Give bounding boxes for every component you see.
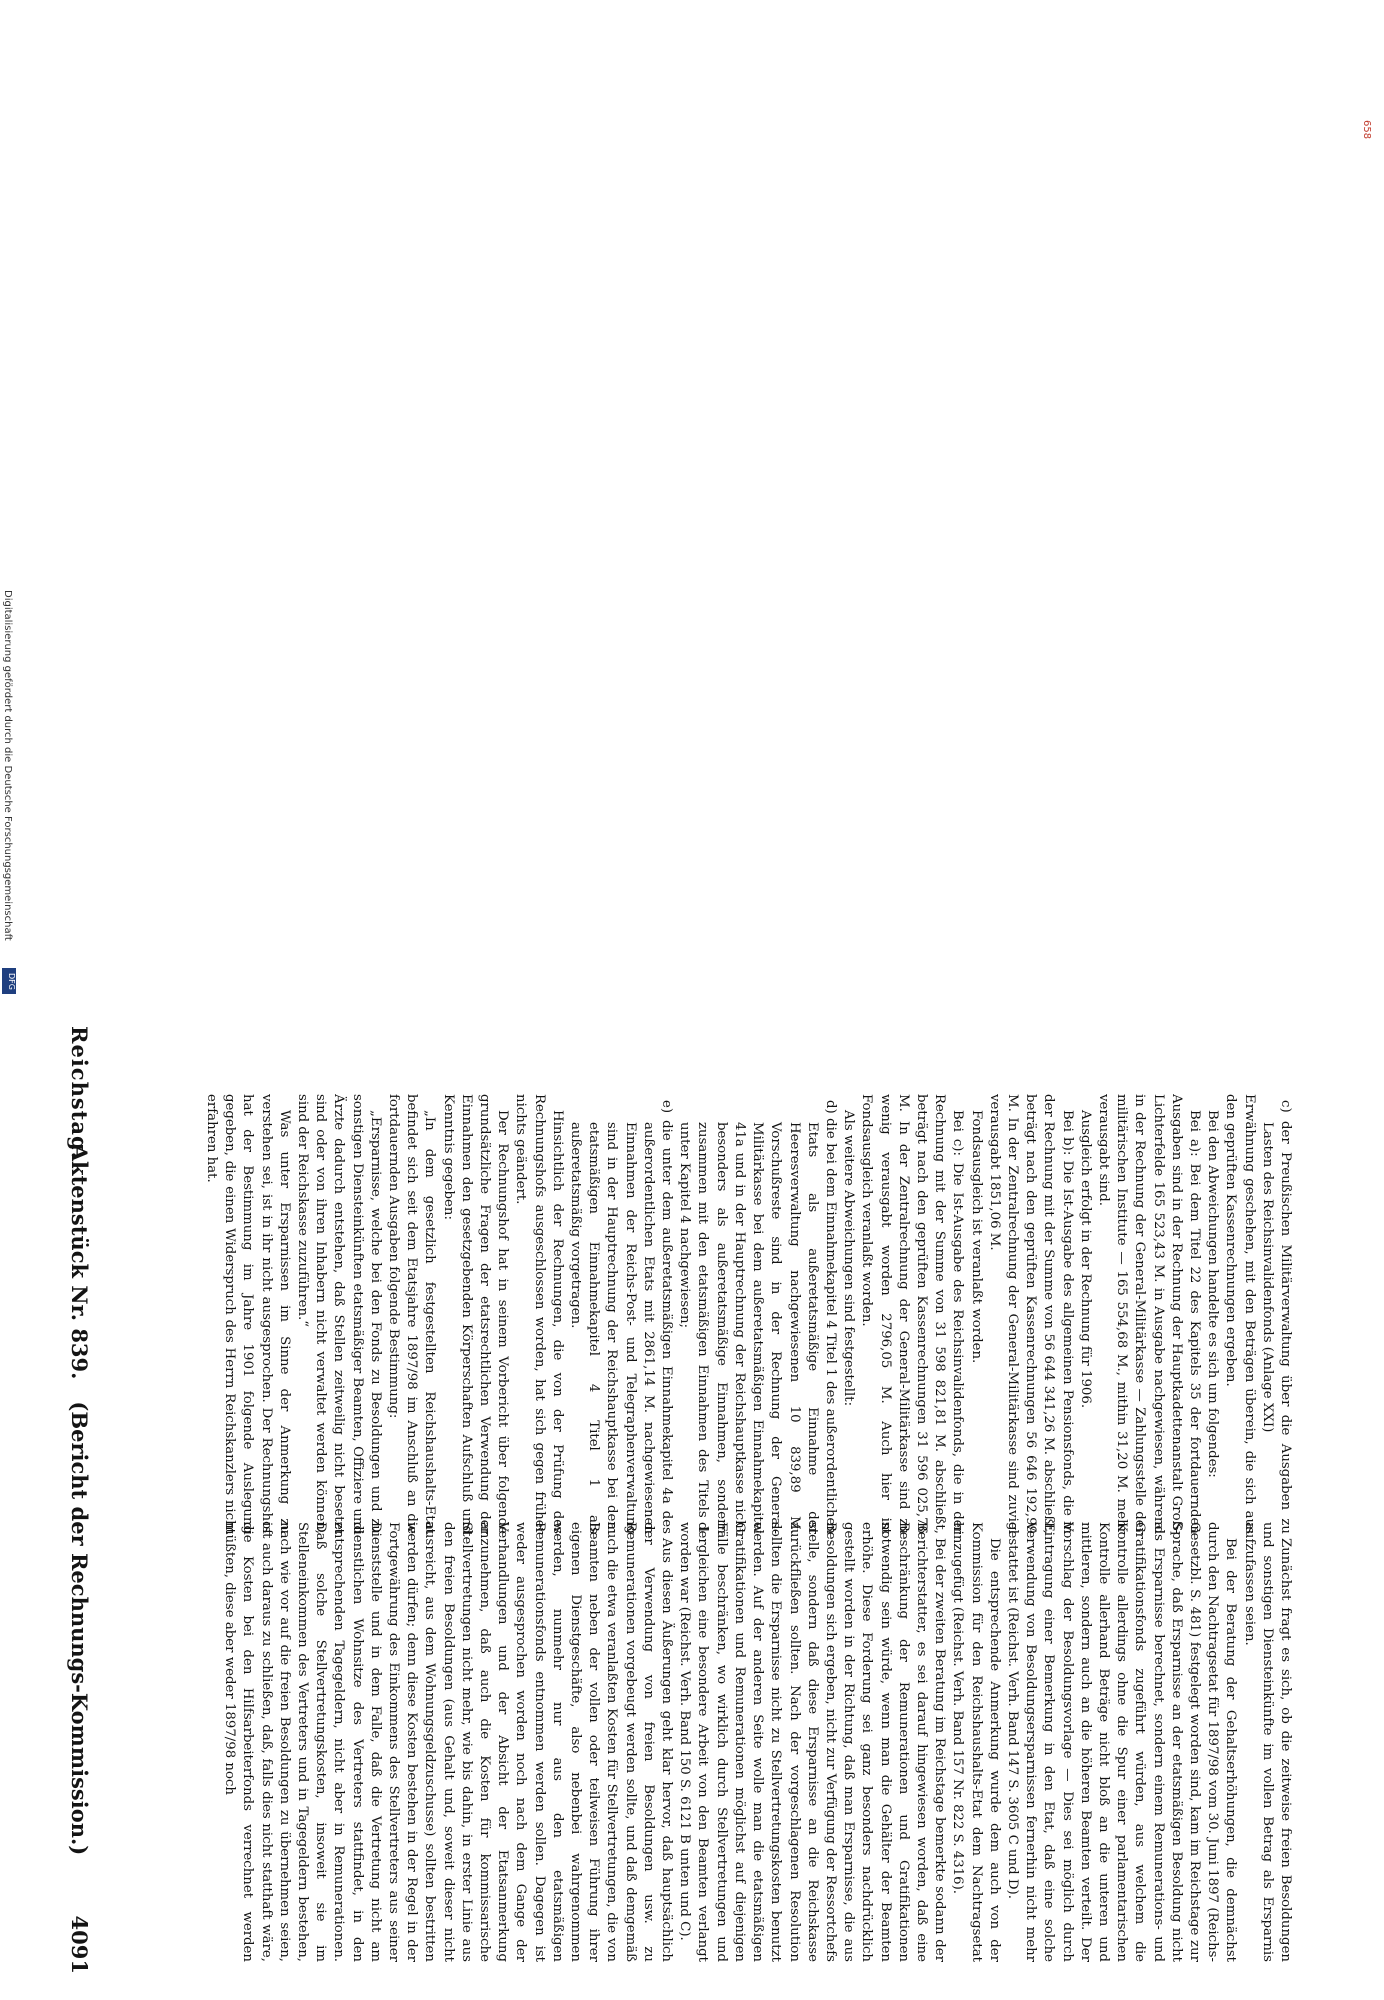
paragraph: Hinsichtlich der Rechnungen, die von der Prüfung des Rechnungshofs ausgeschlossen worden, hat sich gegen früher nichts geändert. — [513, 1094, 565, 1534]
paragraph: Der Rechnungshof hat in seinem Vorbericht über folgende grundsätzliche Fragen der etatsrechtlichen Verwendung der Einnahmen den gesetzgebenden Körperschaften Aufschluß und Kenntnis gegeben: — [440, 1094, 511, 1534]
header-left: Reichstag. — [67, 1026, 92, 1160]
paragraph: „In dem gesetzlich festgestellten Reichshaushalts-Etat befindet sich seit dem Etatsjahre 1897/98 im Anschluß an die fortdauernden Ausgaben folgende Bestimmung: — [386, 1094, 438, 1534]
paragraph: Bei a): Bei dem Titel 22 des Kapitels 35 der fortdauernden Ausgaben sind in der Rechnung der Hauptkadettenanstalt Groß-Lichterfelde 165 523,43 M. in Ausgabe nachgewiesen, während in der Rechnung der General-Militärkasse — Zahlungsstelle der militärischen Institute — 165 554,68 M., mithin 31,20 M. mehr verausgabt sind. — [1095, 1094, 1202, 1534]
paragraph: Bei den Abweichungen handelte es sich um folgendes: — [1205, 1110, 1221, 1478]
page-header — [56, 1026, 96, 1974]
paragraph: Bei der Beratung der Gehaltserhöhungen, die demnächst durch den Nachtragsetat für 1897/98 vom 30. Juni 1897 (Reichs-Gesetzbl. S. 481) festgelegt worden sind, kam im Reichstage zur Sprache, daß Ersparnisse an der etatsmäßigen Besoldung nicht als Ersparnisse berechnet, sondern einem Remunerations- und Gratifikationsfonds zugeführt würden, aus welchem die Kontrolle allerdings ohne die Spur einer parlamentarischen Kontrolle allerhand Beträge nicht bloß an die unteren und mittleren, sondern auch an die höheren Beamten verteilt. Der Vorschlag der Besoldungsvorlage — Dies sei möglich durch Eintragung einer Bemerkung in den Etat, daß eine solche Verwendung von Besoldungsersparnissen fernerhin nicht mehr gestattet ist (Reichst. Verh. Band 147 S. 3605 C und D). — [1004, 1522, 1239, 1962]
header-right-title: (Bericht der Rechnungs-Kommission.) — [67, 1401, 92, 1856]
page-number: 4091 — [67, 1915, 92, 1974]
paragraph: Was unter Ersparnissen im Sinne der Anmerkung zu verstehen sei, ist in ihr nicht ausgesprochen. Der Rechnungshof hat der Bestimmung im Jahre 1901 folgende Auslegung gegeben, die einen Widerspruch des Herrn Reichskanzlers nicht erfahren hat. — [204, 1094, 292, 1534]
paragraph: Zunächst fragt es sich, ob die zeitweise freien Besoldungen und sonstigen Diensteinkünfte im vollen Betrag als Ersparnis aufzufassen seien. — [1241, 1522, 1293, 1962]
paragraph: Fondsausgleich ist veranlaßt worden. — [968, 1110, 984, 1364]
paragraph: „Ersparnisse, welche bei den Fonds zu Besoldungen und zu sonstigen Diensteinkünften etatsmäßiger Beamten, Offiziere und Ärzte dadurch entstehen, daß Stellen zeitweilig nicht besetzt sind oder von ihren Inhabern nicht verwaltet werden können, sind der Reichskasse zuzuführen.“ — [295, 1094, 383, 1534]
paragraph: Erwähnung geschehen, mit den Beträgen überein, die sich aus den geprüften Kassenrechnungen ergeben. — [1223, 1094, 1257, 1534]
paragraph: d) die bei dem Einnahmekapitel 4 Titel 1 des außerordentlichen Etats als außeretatsmäßige Einnahme der Heeresverwaltung nachgewiesenen 10 839,89 M. Vorschußreste sind in der Rechnung der General-Militärkasse bei dem außeretatsmäßigen Einnahmekapitel 41a und in der Hauptrechnung der Reichshauptkasse nicht besonders als außeretatsmäßige Einnahmen, sondern zusammen mit den etatsmäßigen Einnahmen des Titels 1 unter Kapitel 4 nachgewiesen; — [677, 1100, 838, 1534]
scan-id-strip — [1361, 120, 1375, 880]
right-column — [104, 1522, 1294, 1962]
paragraph: c) der Preußischen Militärverwaltung über die Ausgaben zu Lasten des Reichsinvalidenfonds (Anlage XXI) — [1259, 1100, 1293, 1534]
header-center — [67, 1026, 92, 1974]
paragraph: Aus diesen Äußerungen geht klar hervor, daß hauptsächlich der Verwendung von freien Besoldungen usw. zu Remunerationen vorgebeugt werden sollte, und daß demgemäß auch die etwa veranlaßten Kosten für Stellvertretungen, die von Beamten neben der vollen oder teilweisen Führung ihrer eigenen Dienstgeschäfte, also nebenbei wahrgenommen werden, nunmehr nur aus den etatsmäßigen Remunerationsfonds entnommen werden sollen. Dagegen ist weder ausgesprochen worden noch nach dem Gange der Verhandlungen und der Absicht der Etatsanmerkung anzunehmen, daß auch die Kosten für kommissarische Stellvertretungen nicht mehr, wie bis dahin, in erster Linie aus den freien Besoldungen (aus Gehalt und, soweit dieser nicht ausreicht, aus dem Wohnungsgeldzuschusse) sollten bestritten werden dürfen; denn diese Kosten bestehen in der Regel in der Fortgewährung des Einkommens des Stellvertreters aus seiner Dienststelle und in dem Falle, daß die Vertretung nicht am dienstlichen Wohnsitze des Vertreters stattfindet, in den entsprechenden Tagegeldern, nicht aber in Remunerationen. Daß solche Stellvertretungskosten, insoweit sie im Stelleneinkommen des Vertreters und in Tagegeldern bestehen, nach wie vor auf die freien Besoldungen zu übernehmen seien, ist auch daraus zu schließen, daß, falls dies nicht statthaft wäre, die Kosten bei den Hilfsarbeiterfonds verrechnet werden müßten, diese aber weder 1897/98 noch — [222, 1522, 675, 1962]
paragraph: Als weitere Abweichungen sind festgestellt: — [841, 1110, 857, 1407]
dfg-logo-icon: DFG — [2, 968, 16, 994]
paragraph: Die entsprechende Anmerkung wurde dem auch von der Kommission für den Reichshaushalts-Etat dem Nachtragsetat hinzugefügt (Reichst. Verh. Band 157 Nr. 822 S. 4316). — [950, 1522, 1002, 1962]
paragraph: Ausgleich erfolgt in der Rechnung für 1906. — [1077, 1110, 1093, 1409]
paragraph: Bei b): Die Ist-Ausgabe des allgemeinen Pensionsfonds, die in der Rechnung mit der Summe von 56 644 341,26 M. abschließt, beträgt nach den geprüften Kassenrechnungen 56 646 192,99 M. In der Zentralrechnung der General-Militärkasse sind zuviel verausgabt 1851,06 M. — [986, 1094, 1075, 1534]
left-column — [104, 1094, 1294, 1534]
digitization-strip — [2, 590, 18, 995]
paragraph: Bei der zweiten Beratung im Reichstage bemerkte sodann der Berichterstatter, es sei darauf hingewiesen worden, daß eine Beschränkung der Remunerationen und Gratifikationen notwendig sein würde, wenn man die Gehälter der Beamten erhöhe. Diese Forderung sei ganz besonders nachdrücklich gestellt worden in der Richtung, daß man Ersparnisse, die aus Besoldungen sich ergeben, nicht zur Verfügung der Ressortchefs stelle, sondern daß diese Ersparnisse an die Reichskasse zurückfließen sollten. Nach der vorgeschlagenen Resolution sollten die Ersparnisse nicht zu Stellvertretungskosten benutzt werden. Auf der anderen Seite wolle man die etatsmäßigen Gratifikationen und Remunerationen möglichst auf diejenigen Fälle beschränken, wo wirklich durch Stellvertretungen und dergleichen eine besondere Arbeit von den Beamten verlangt worden war (Reichst. Verh. Band 150 S. 6121 B unten und C). — [677, 1522, 948, 1962]
paragraph: e) die unter dem außeretatsmäßigen Einnahmekapitel 4a des außerordentlichen Etats mit 2861,14 M. nachgewiesenen Einnahmen der Reichs-Post- und Telegraphenverwaltung sind in der Hauptrechnung der Reichshauptkasse bei dem etatsmäßigen Einnahmekapitel 4 Titel 1 als außeretatsmäßig vorgetragen. — [568, 1100, 675, 1534]
digitization-note: Digitalisierung gefördert durch die Deutsche Forschungsgemeinschaft — [2, 590, 13, 941]
paragraph: Bei c): Die Ist-Ausgabe des Reichsinvalidenfonds, die in der Rechnung mit der Summe von 31 598 821,81 M. abschließt, beträgt nach den geprüften Kassenrechnungen 31 596 025,76 M. In der Zentralrechnung der General-Militärkasse sind zu wenig verausgabt worden 2796,05 M. Auch hier ist Fondsausgleich veranlaßt worden. — [859, 1094, 966, 1534]
header-center-text: Aktenstück Nr. 839. — [67, 1144, 92, 1380]
scan-id: 658 — [1361, 120, 1372, 140]
document-page — [0, 1000, 1384, 2000]
